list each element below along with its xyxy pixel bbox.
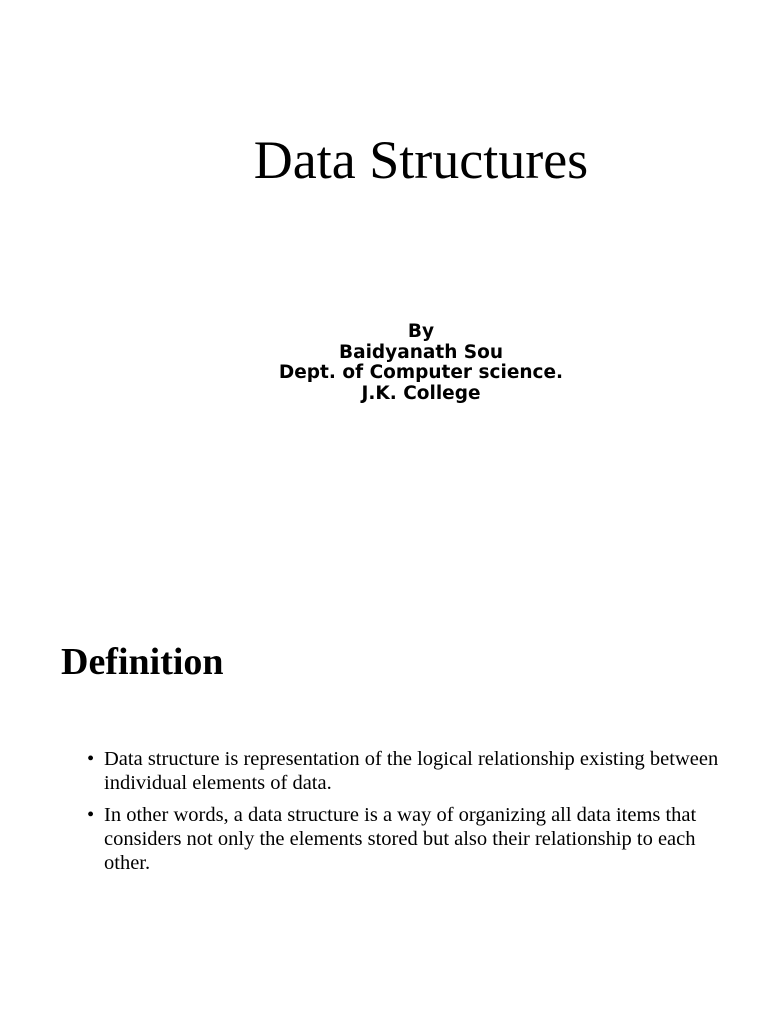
list-item bbox=[86, 747, 736, 795]
author-college: J.K. College bbox=[361, 382, 481, 404]
bullet-text: Data structure is representation of the logical relationship existing between individual elements of data. bbox=[104, 748, 719, 794]
section-heading: Definition bbox=[61, 641, 224, 683]
author-block bbox=[0, 322, 768, 404]
list-item bbox=[86, 803, 736, 875]
author-department: Dept. of Computer science. bbox=[278, 362, 564, 383]
bullet-icon: • bbox=[87, 748, 95, 770]
author-by-label: By bbox=[407, 321, 435, 342]
page-title: Data Structures bbox=[253, 130, 589, 190]
author-name: Baidyanath Sou bbox=[338, 341, 504, 363]
bullet-icon: • bbox=[87, 804, 95, 826]
definition-bullet-list bbox=[86, 747, 736, 883]
bullet-text: In other words, a data structure is a way of organizing all data items that considers not only the elements stored but also their relationship to each other. bbox=[104, 804, 697, 874]
